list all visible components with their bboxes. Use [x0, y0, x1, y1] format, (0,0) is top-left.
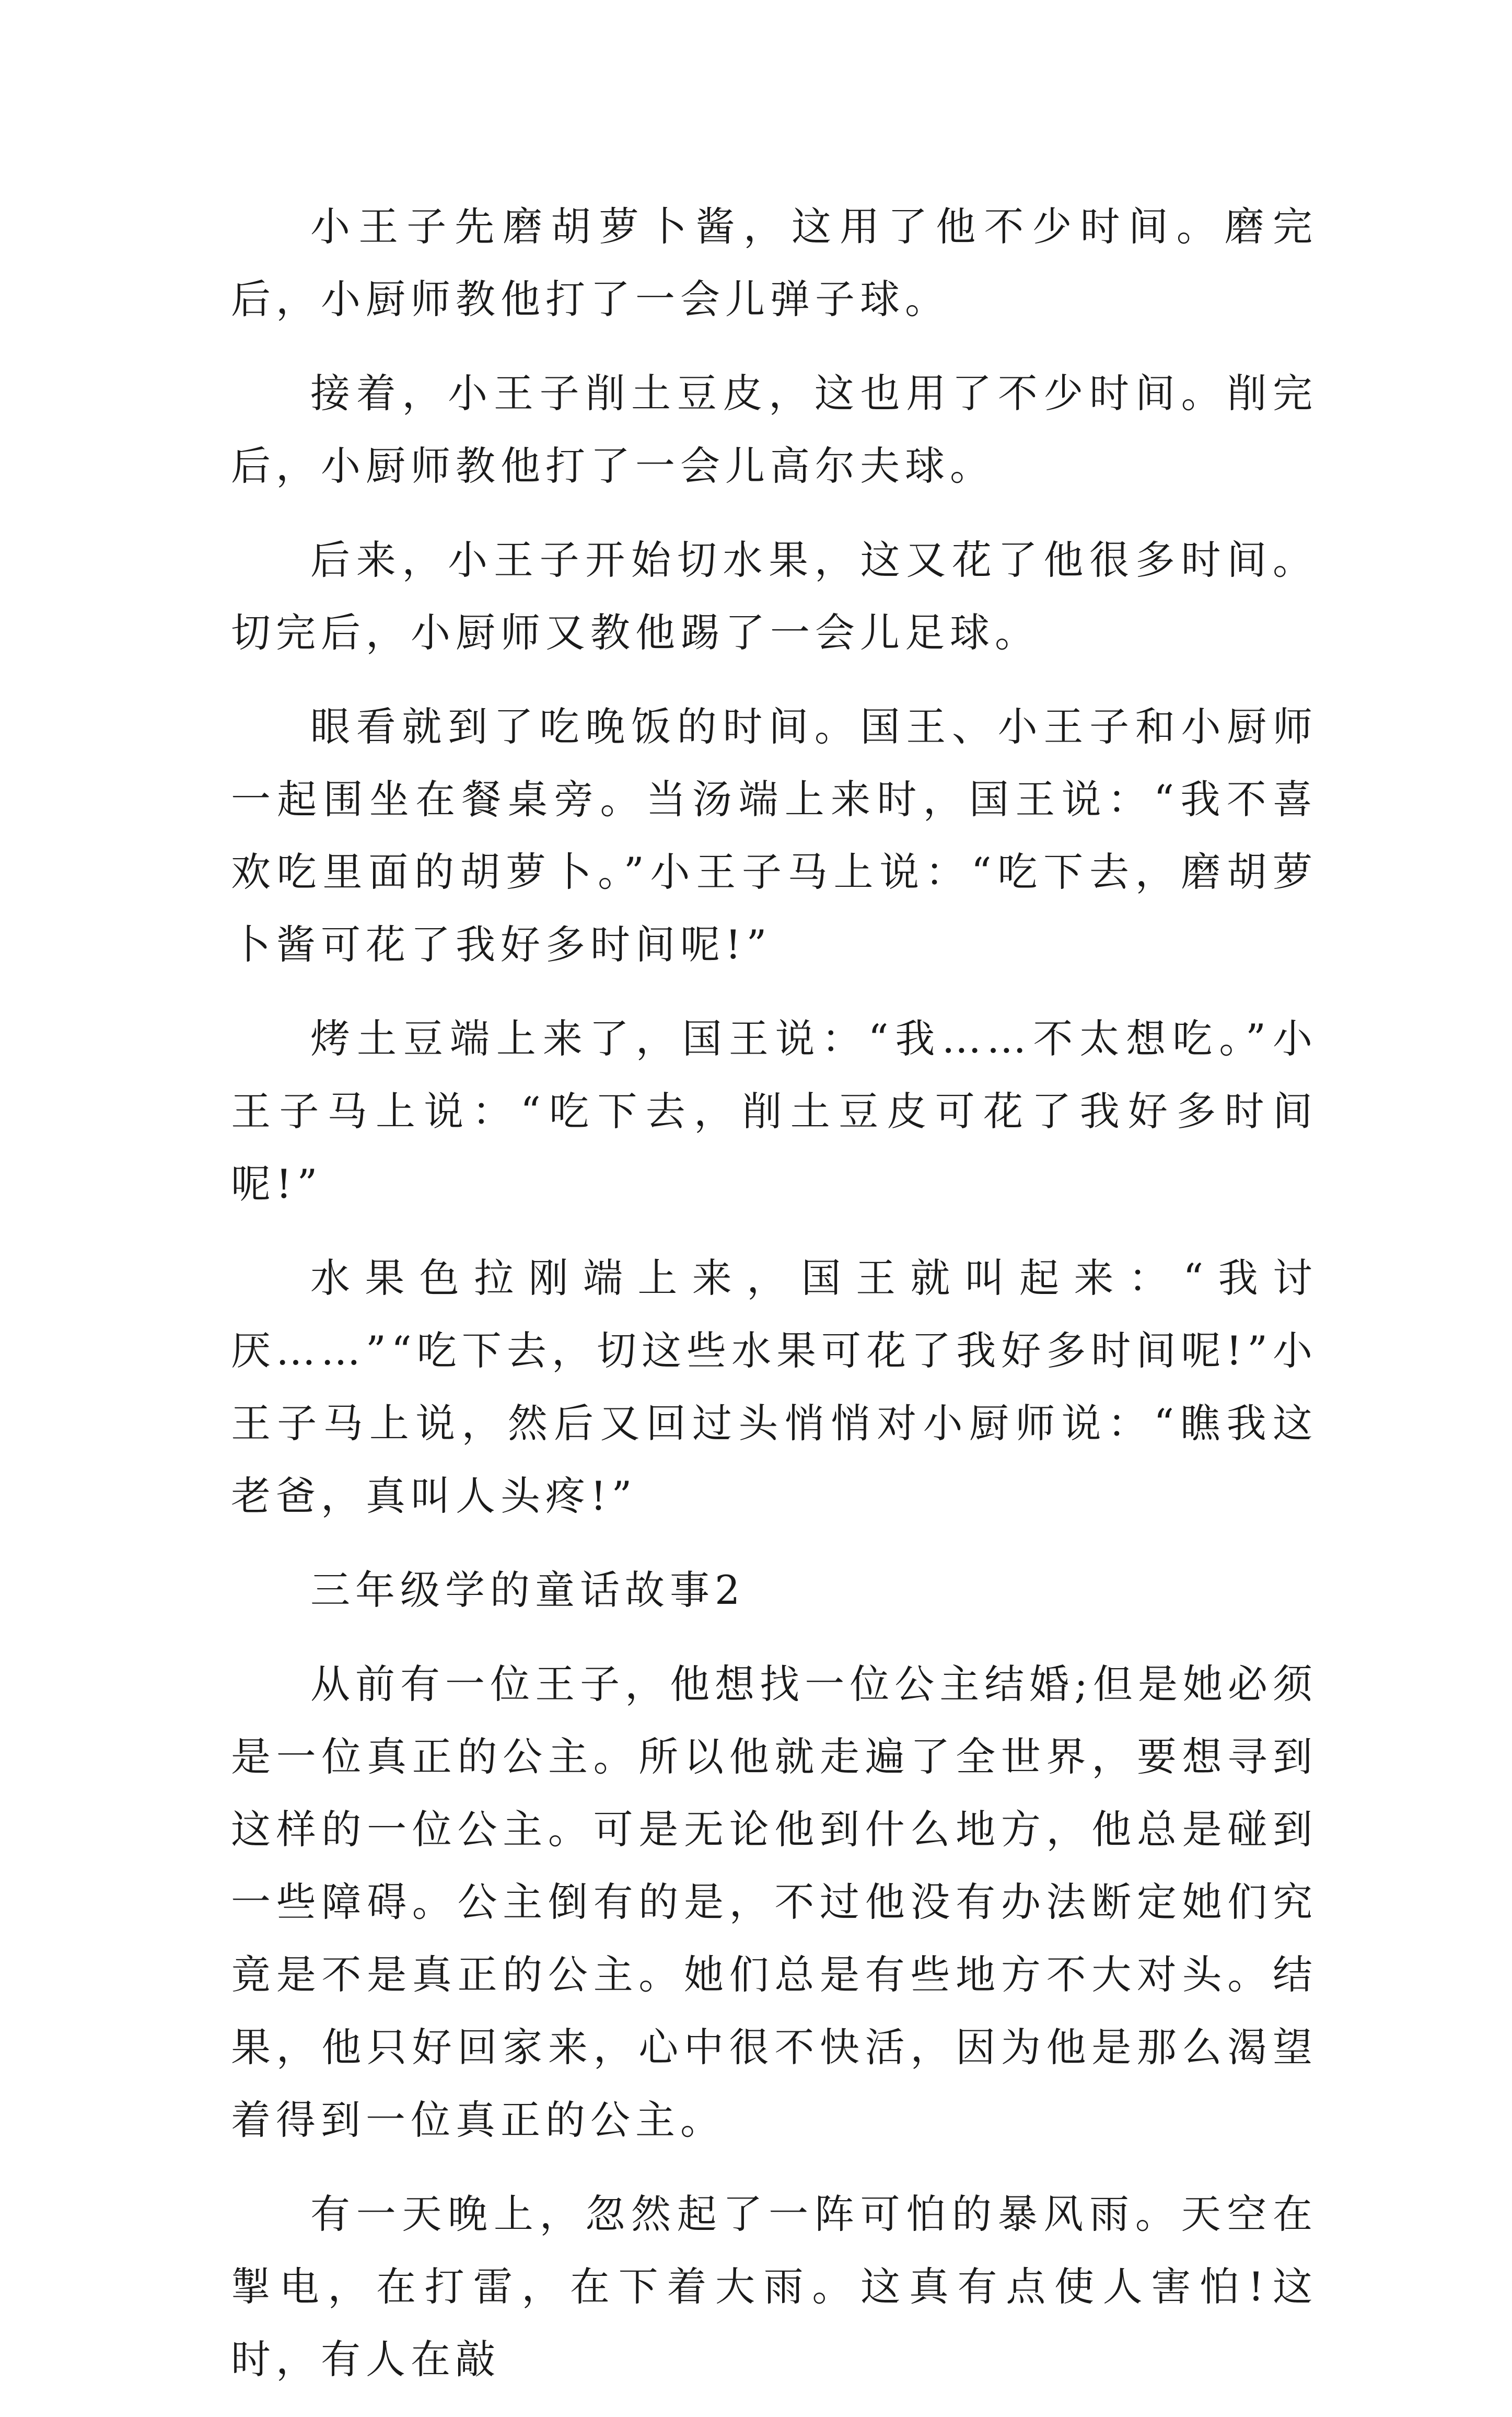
paragraph-roast-potato: 烤土豆端上来了，国王说：“我……不太想吃。”小王子马上说：“吃下去，削土豆皮可花了我好多时间呢!” — [231, 1015, 1318, 1207]
paragraph-prince-search: 从前有一位王子，他想找一位公主结婚;但是她必须是一位真正的公主。所以他就走遍了全世界，要想寻到这样的一位公主。可是无论他到什么地方，他总是碰到一些障碍。公主倒有的是，不过他没有办法断定她们究竟是不是真正的公主。她们总是有些地方不大对头。结果，他只好回家来，心中很不快活，因为他是那么渴望着得到一位真正的公主。 — [231, 1661, 1318, 2143]
paragraph-dinner-soup: 眼看就到了吃晚饭的时间。国王、小王子和小厨师一起围坐在餐桌旁。当汤端上来时，国王说：“我不喜欢吃里面的胡萝卜。”小王子马上说：“吃下去，磨胡萝卜酱可花了我好多时间呢!” — [231, 703, 1318, 968]
paragraph-carrot-sauce: 小王子先磨胡萝卜酱，这用了他不少时间。磨完后，小厨师教他打了一会儿弹子球。 — [231, 203, 1318, 322]
paragraph-fruit-salad: 水果色拉刚端上来，国王就叫起来：“我讨厌……”“吃下去，切这些水果可花了我好多时间呢!”小王子马上说，然后又回过头悄悄对小厨师说：“瞧我这老爸，真叫人头疼!” — [231, 1255, 1318, 1519]
document-body — [231, 190, 1318, 2417]
paragraph-potato-peel: 接着，小王子削土豆皮，这也用了不少时间。削完后，小厨师教他打了一会儿高尔夫球。 — [231, 370, 1318, 489]
section-heading: 三年级学的童话故事2 — [310, 1567, 746, 1613]
paragraph-storm-night: 有一天晚上，忽然起了一阵可怕的暴风雨。天空在掣电，在打雷，在下着大雨。这真有点使人害怕!这时，有人在敲 — [231, 2191, 1318, 2383]
paragraph-fruit-cutting: 后来，小王子开始切水果，这又花了他很多时间。切完后，小厨师又教他踢了一会儿足球。 — [231, 537, 1318, 656]
